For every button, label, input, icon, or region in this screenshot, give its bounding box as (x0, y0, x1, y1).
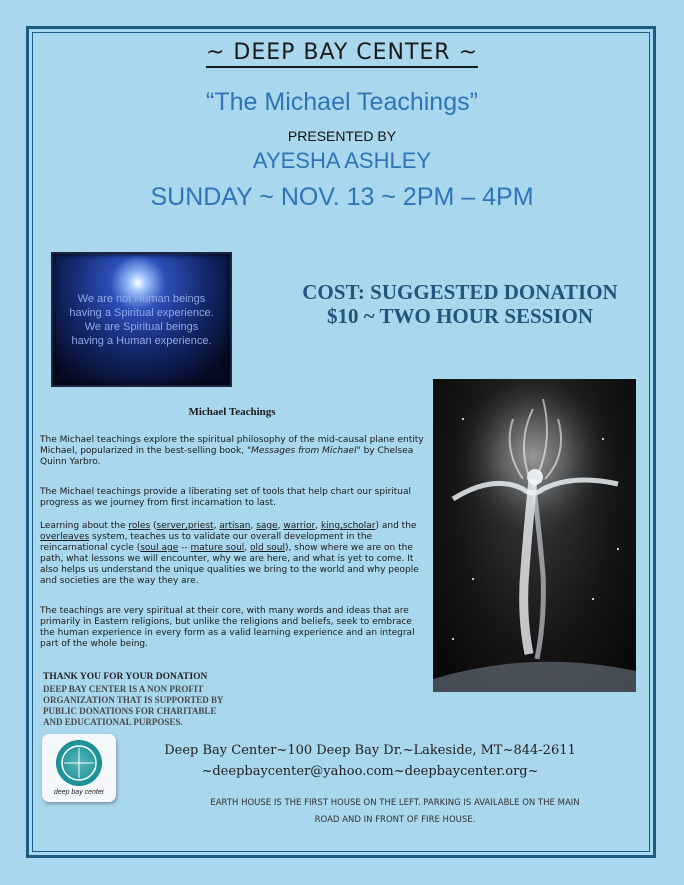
presented-by-label: PRESENTED BY (287, 128, 397, 144)
link-mature-soul[interactable]: mature soul (190, 543, 245, 553)
center-address: Deep Bay Center~100 Deep Bay Dr.~Lakeside, MT~844-2611 (164, 743, 576, 758)
event-date-time: SUNDAY ~ NOV. 13 ~ 2PM – 4PM (150, 183, 534, 211)
hero-quote-line: We are Spiritual beings (84, 321, 199, 333)
hero-quote-text (57, 292, 226, 348)
cost-heading: COST: SUGGESTED DONATION (302, 280, 618, 304)
center-name: ~ DEEP BAY CENTER ~ (0, 40, 684, 65)
nonprofit-line: AND EDUCATIONAL PURPOSES. (43, 717, 183, 727)
article-heading: Michael Teachings (188, 406, 276, 418)
compass-logo-icon (56, 740, 102, 786)
presenter-name: AYESHA ASHLEY (252, 148, 432, 173)
cost-amount: $10 ~ TWO HOUR SESSION (326, 304, 594, 328)
directions-line-2: ROAD AND IN FRONT OF FIRE HOUSE. (314, 815, 476, 825)
article-paragraph-1: The Michael teachings explore the spiritual philosophy of the mid-causal plane entity Michael, popularized in the best-selling book, "Messages from Michael" by Chelsea Quinn Yarbro. (40, 435, 424, 467)
hero-quote-line: having a Spiritual experience. (69, 307, 214, 319)
link-server-priest[interactable]: server,priest (156, 521, 214, 531)
spirit-figure-art (433, 379, 636, 692)
nonprofit-line: PUBLIC DONATIONS FOR CHARITABLE (43, 706, 217, 716)
article-paragraph-4: The teachings are very spiritual at their core, with many words and ideas that are primarily in Eastern religions, but unlike the religions and beliefs, seek to embrace the human experience in every form as a valid learning experience and an integral part of the whole being. (40, 606, 415, 649)
deep-bay-logo (42, 734, 116, 802)
link-roles[interactable]: roles (128, 521, 151, 531)
article-paragraph-2: The Michael teachings provide a liberating set of tools that help chart our spiritual progress as we journey from first incarnation to last. (40, 487, 412, 508)
link-old-soul[interactable]: old soul (250, 543, 286, 553)
link-soul-age[interactable]: soul age (140, 543, 179, 553)
nonprofit-statement (43, 684, 263, 728)
donation-thanks: THANK YOU FOR YOUR DONATION (43, 672, 208, 682)
directions-line-1: EARTH HOUSE IS THE FIRST HOUSE ON THE LEFT. PARKING IS AVAILABLE ON THE MAIN (210, 798, 580, 808)
link-warrior[interactable]: warrior (283, 521, 316, 531)
nonprofit-line: DEEP BAY CENTER IS A NON PROFIT (43, 684, 204, 694)
event-title: “The Michael Teachings” (206, 88, 478, 116)
spiritual-quote-image (51, 252, 232, 387)
link-king-scholar[interactable]: king,scholar (320, 521, 376, 531)
link-sage[interactable]: sage (256, 521, 278, 531)
link-artisan[interactable]: artisan (219, 521, 251, 531)
logo-text: deep bay center (53, 789, 105, 796)
link-overleaves[interactable]: overleaves (40, 532, 90, 542)
spirit-figure-photo (433, 379, 636, 692)
hero-quote-line: We are not Human beings (77, 293, 206, 305)
nonprofit-line: ORGANIZATION THAT IS SUPPORTED BY (43, 695, 224, 705)
book-title: "Messages from Michael" (246, 446, 361, 456)
center-web-email[interactable]: ~deepbaycenter@yahoo.com~deepbaycenter.org~ (201, 764, 539, 779)
article-paragraph-3: Learning about the roles (server,priest, artisan, sage, warrior, king,scholar) and the overleaves system, teaches us to validate our overall development in the reincarnational cycle (soul age -- mature soul, old soul), show where we are on the path, what lessons we will encounter, why we are here, and what is yet to come. It also helps us understand the unique qualities we bring to the world and why people and societies are the way they are. (40, 521, 419, 586)
hero-quote-line: having a Human experience. (71, 335, 212, 347)
